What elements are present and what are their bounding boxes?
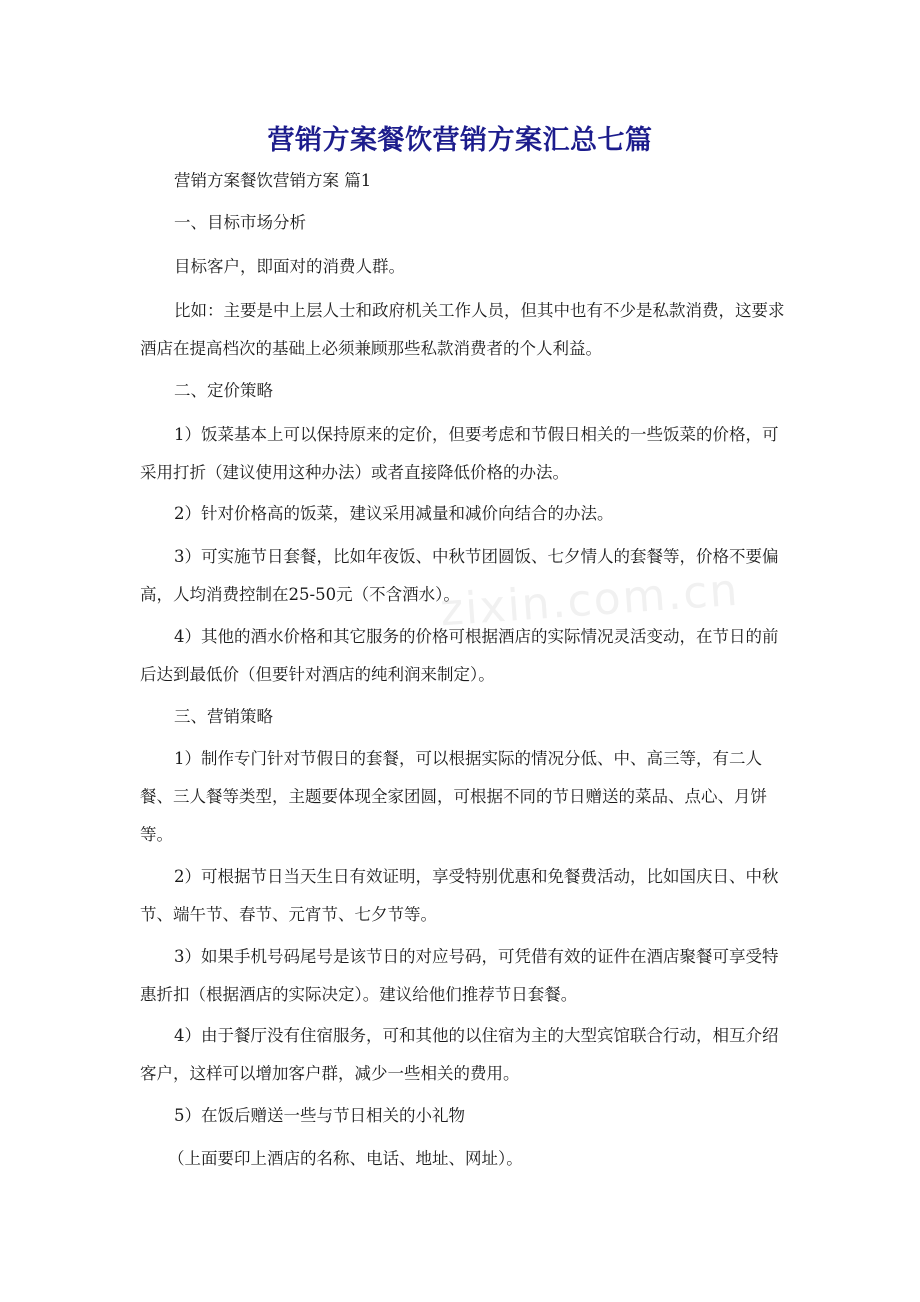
section-heading: 一、目标市场分析 bbox=[174, 213, 306, 232]
list-item: 2）针对价格高的饭菜，建议采用减量和减价向结合的办法。 bbox=[174, 504, 614, 523]
list-item: 4）由于餐厅没有住宿服务，可和其他的以住宿为主的大型宾馆联合行动，相互介绍客户，这样可以增加客户群，减少一些相关的费用。 bbox=[140, 1026, 779, 1083]
section-subtitle: 营销方案餐饮营销方案 篇1 bbox=[174, 171, 372, 190]
list-item: 4）其他的酒水价格和其它服务的价格可根据酒店的实际情况灵活变动，在节日的前后达到最低价（但要针对酒店的纯利润来制定）。 bbox=[140, 627, 779, 684]
list-item: 2）可根据节日当天生日有效证明，享受特别优惠和免餐费活动，比如国庆日、中秋节、端午节、春节、元宵节、七夕节等。 bbox=[140, 867, 779, 924]
section-heading: 三、营销策略 bbox=[174, 707, 273, 726]
watermark: zixin.com.cn bbox=[438, 564, 741, 637]
paragraph: （上面要印上酒店的名称、电话、地址、网址）。 bbox=[168, 1149, 523, 1168]
list-item: 1）饭菜基本上可以保持原来的定价，但要考虑和节假日相关的一些饭菜的价格，可采用打折（建议使用这种办法）或者直接降低价格的办法。 bbox=[140, 425, 779, 482]
paragraph: 比如：主要是中上层人士和政府机关工作人员，但其中也有不少是私款消费，这要求酒店在提高档次的基础上必须兼顾那些私款消费者的个人利益。 bbox=[140, 301, 785, 358]
document-title: 营销方案餐饮营销方案汇总七篇 bbox=[267, 125, 653, 156]
list-item: 3）可实施节日套餐，比如年夜饭、中秋节团圆饭、七夕情人的套餐等，价格不要偏高，人均消费控制在25-50元（不含酒水）。 bbox=[140, 547, 779, 604]
list-item: 5）在饭后赠送一些与节日相关的小礼物 bbox=[174, 1106, 465, 1125]
paragraph: 目标客户，即面对的消费人群。 bbox=[174, 257, 405, 276]
list-item: 3）如果手机号码尾号是该节日的对应号码，可凭借有效的证件在酒店聚餐可享受特惠折扣（根据酒店的实际决定）。建议给他们推荐节日套餐。 bbox=[140, 947, 779, 1004]
list-item: 1）制作专门针对节假日的套餐，可以根据实际的情况分低、中、高三等，有二人餐、三人餐等类型，主题要体现全家团圆，可根据不同的节日赠送的菜品、点心、月饼等。 bbox=[140, 749, 767, 844]
section-heading: 二、定价策略 bbox=[174, 381, 273, 400]
